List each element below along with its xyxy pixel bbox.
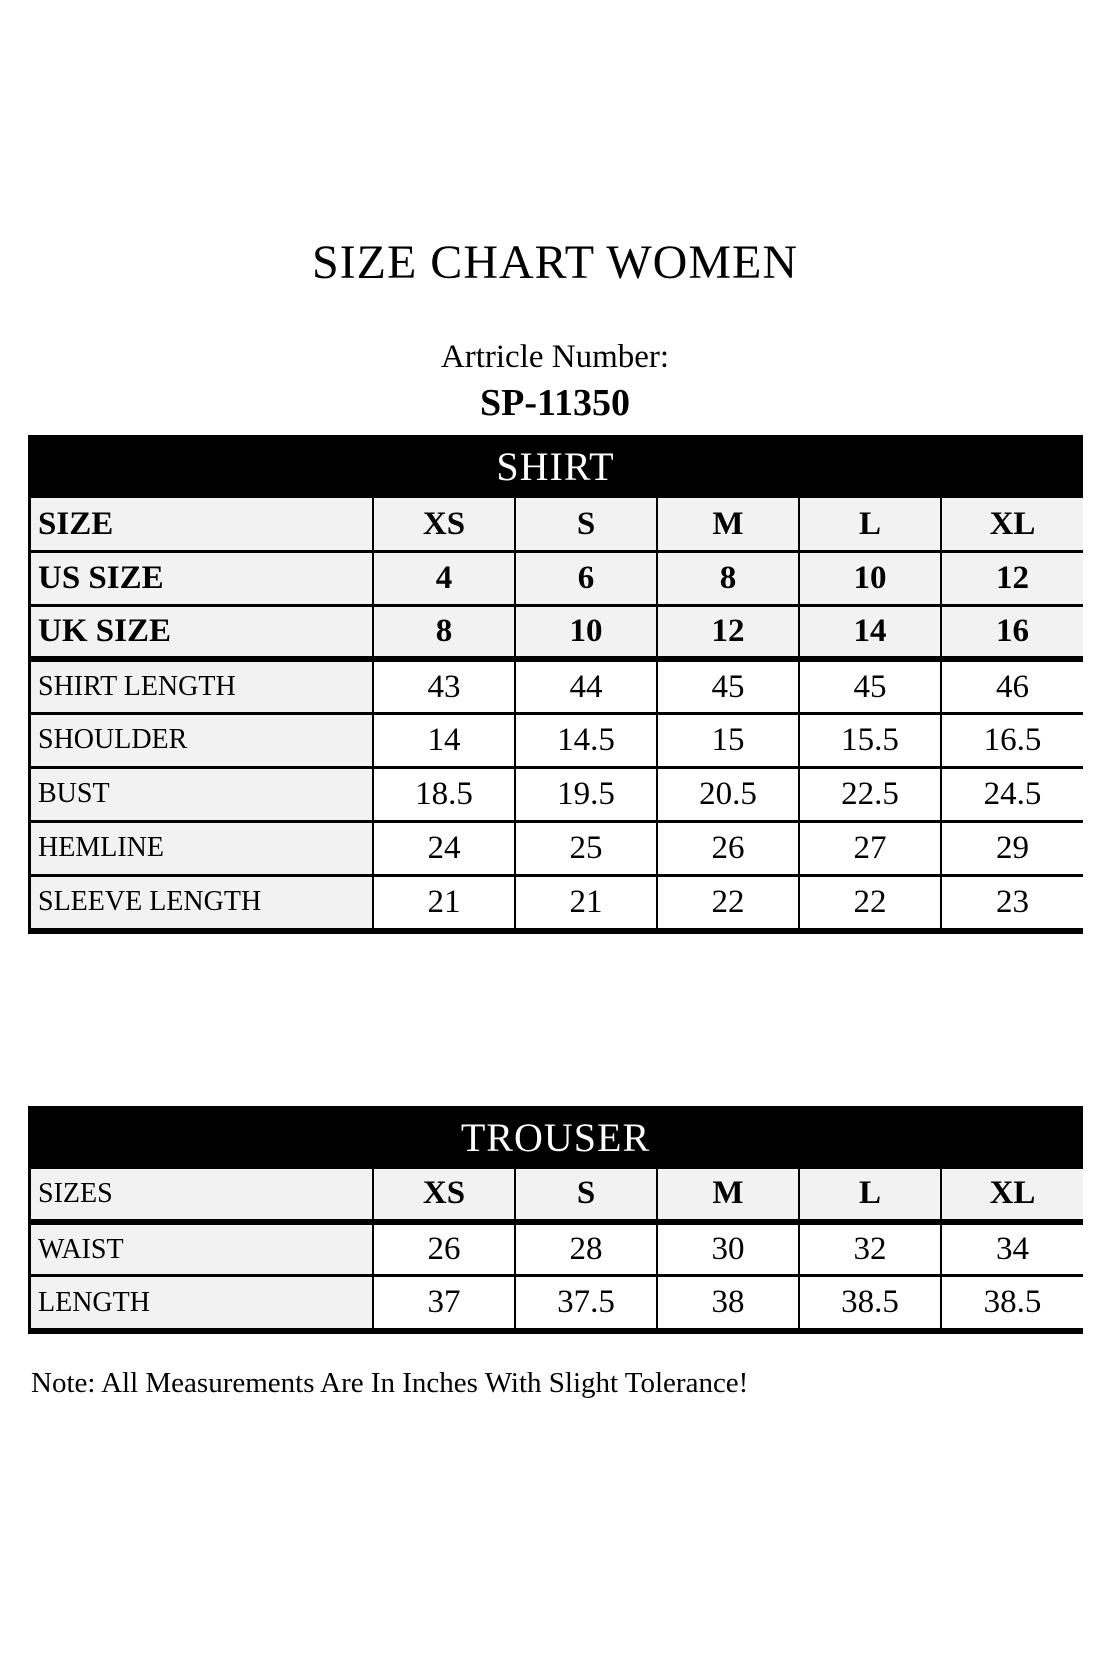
row-value-cell: XL <box>941 1168 1083 1222</box>
row-value-cell: 15 <box>657 713 799 767</box>
row-value-cell: 25 <box>515 821 657 875</box>
table-row <box>31 1168 1083 1222</box>
row-value-cell: L <box>799 497 941 551</box>
row-label-cell: UK SIZE <box>31 605 373 659</box>
table-row <box>31 605 1083 659</box>
row-value-cell: L <box>799 1168 941 1222</box>
row-value-cell: S <box>515 497 657 551</box>
row-value-cell: 22.5 <box>799 767 941 821</box>
row-value-cell: 24.5 <box>941 767 1083 821</box>
row-label-cell: WAIST <box>31 1222 373 1276</box>
row-value-cell: 34 <box>941 1222 1083 1276</box>
trouser-table-title: TROUSER <box>31 1109 1080 1167</box>
row-label-cell: BUST <box>31 767 373 821</box>
row-value-cell: 27 <box>799 821 941 875</box>
row-value-cell: 37.5 <box>515 1276 657 1330</box>
row-value-cell: XS <box>373 1168 515 1222</box>
row-value-cell: 37 <box>373 1276 515 1330</box>
row-value-cell: 8 <box>657 551 799 605</box>
row-label-cell: SIZES <box>31 1168 373 1222</box>
row-value-cell: 21 <box>515 875 657 929</box>
table-row <box>31 551 1083 605</box>
trouser-table <box>31 1167 1083 1332</box>
row-value-cell: 19.5 <box>515 767 657 821</box>
table-row <box>31 659 1083 713</box>
table-row <box>31 875 1083 929</box>
row-value-cell: 21 <box>373 875 515 929</box>
row-value-cell: 28 <box>515 1222 657 1276</box>
row-value-cell: 46 <box>941 659 1083 713</box>
page-title: SIZE CHART WOMEN <box>311 236 798 289</box>
shirt-table <box>31 496 1083 931</box>
row-value-cell: 45 <box>799 659 941 713</box>
row-label-cell: SLEEVE LENGTH <box>31 875 373 929</box>
row-value-cell: 12 <box>941 551 1083 605</box>
row-label-cell: SHOULDER <box>31 713 373 767</box>
table-row <box>31 767 1083 821</box>
row-value-cell: XL <box>941 497 1083 551</box>
row-value-cell: 38.5 <box>799 1276 941 1330</box>
row-value-cell: 14 <box>373 713 515 767</box>
row-value-cell: 8 <box>373 605 515 659</box>
row-value-cell: 26 <box>657 821 799 875</box>
row-value-cell: 26 <box>373 1222 515 1276</box>
row-value-cell: 38.5 <box>941 1276 1083 1330</box>
row-value-cell: 38 <box>657 1276 799 1330</box>
row-value-cell: 16 <box>941 605 1083 659</box>
row-value-cell: 4 <box>373 551 515 605</box>
row-value-cell: 10 <box>515 605 657 659</box>
row-value-cell: 10 <box>799 551 941 605</box>
row-value-cell: 32 <box>799 1222 941 1276</box>
row-value-cell: 24 <box>373 821 515 875</box>
note-text: Note: All Measurements Are In Inches With Slight Tolerance! <box>31 1367 749 1400</box>
article-number-value: SP-11350 <box>480 381 630 424</box>
row-value-cell: 6 <box>515 551 657 605</box>
row-value-cell: 43 <box>373 659 515 713</box>
row-value-cell: 12 <box>657 605 799 659</box>
row-label-cell: SIZE <box>31 497 373 551</box>
row-value-cell: 15.5 <box>799 713 941 767</box>
article-number-label: Artricle Number: <box>440 338 670 375</box>
shirt-size-table <box>28 435 1083 934</box>
row-value-cell: M <box>657 497 799 551</box>
row-value-cell: 20.5 <box>657 767 799 821</box>
row-label-cell: SHIRT LENGTH <box>31 659 373 713</box>
row-value-cell: 16.5 <box>941 713 1083 767</box>
row-value-cell: 44 <box>515 659 657 713</box>
row-value-cell: M <box>657 1168 799 1222</box>
shirt-table-title: SHIRT <box>31 438 1080 496</box>
table-row <box>31 713 1083 767</box>
row-value-cell: 23 <box>941 875 1083 929</box>
row-label-cell: US SIZE <box>31 551 373 605</box>
row-value-cell: 14 <box>799 605 941 659</box>
table-row <box>31 497 1083 551</box>
row-label-cell: HEMLINE <box>31 821 373 875</box>
row-value-cell: 22 <box>799 875 941 929</box>
table-row <box>31 1276 1083 1330</box>
row-value-cell: 18.5 <box>373 767 515 821</box>
row-value-cell: 14.5 <box>515 713 657 767</box>
row-value-cell: S <box>515 1168 657 1222</box>
table-row <box>31 1222 1083 1276</box>
row-value-cell: 22 <box>657 875 799 929</box>
row-value-cell: 30 <box>657 1222 799 1276</box>
trouser-size-table <box>28 1106 1083 1335</box>
row-value-cell: XS <box>373 497 515 551</box>
table-row <box>31 821 1083 875</box>
row-label-cell: LENGTH <box>31 1276 373 1330</box>
row-value-cell: 29 <box>941 821 1083 875</box>
row-value-cell: 45 <box>657 659 799 713</box>
